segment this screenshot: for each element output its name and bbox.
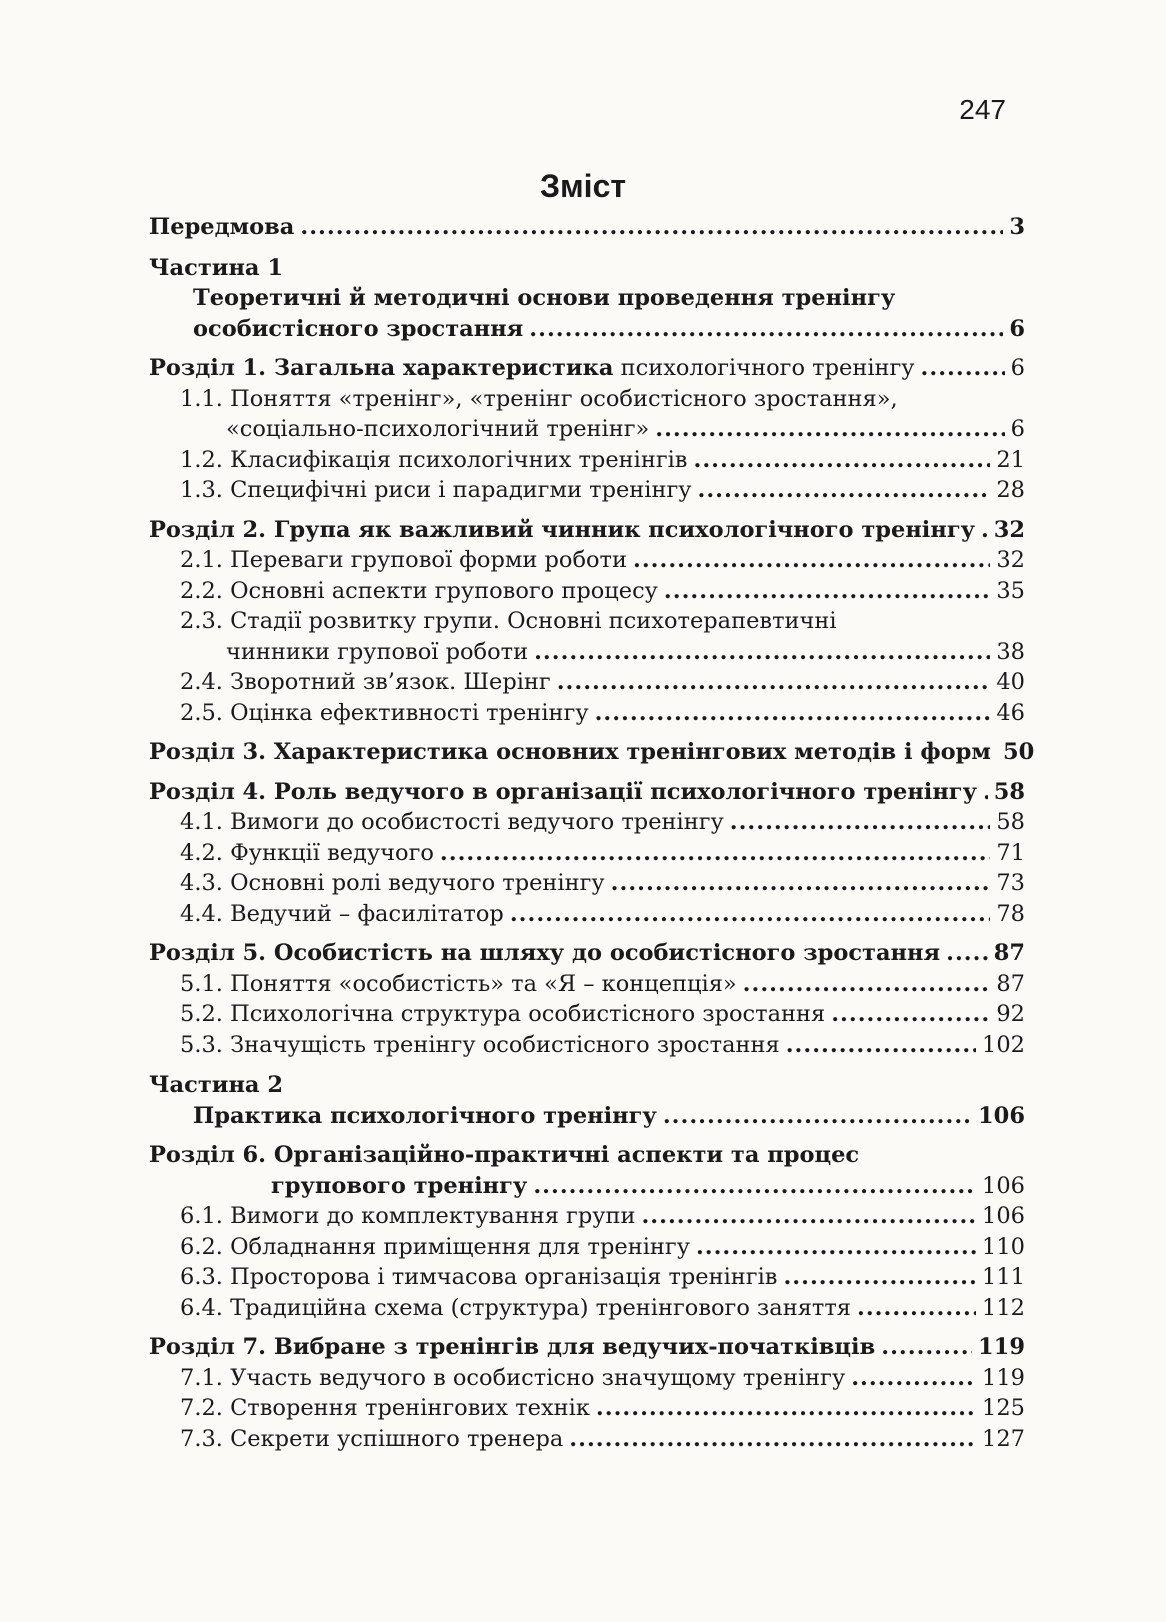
toc-entry — [149, 999, 1025, 1030]
table-of-contents — [149, 212, 1035, 1454]
dot-leader — [981, 515, 988, 546]
dot-leader — [921, 353, 1005, 384]
dot-leader — [510, 899, 991, 930]
toc-page-number: 6 — [1009, 315, 1025, 342]
toc-page-number: 87 — [993, 940, 1025, 966]
toc-page-number: 112 — [982, 1294, 1025, 1321]
dot-leader — [534, 637, 990, 668]
toc-entry-title: Розділ 3. Характеристика основних тренінгових методів і форм — [149, 739, 991, 765]
dot-leader — [533, 1171, 976, 1202]
toc-part-heading — [149, 253, 1025, 284]
toc-page-number: 92 — [996, 1001, 1025, 1027]
dot-leader — [300, 212, 1003, 243]
toc-entry-title: 4.3. Основні ролі ведучого тренінгу — [180, 870, 605, 896]
toc-page-number: 119 — [978, 1334, 1025, 1360]
dot-leader — [881, 1332, 972, 1363]
toc-page-number: 58 — [996, 809, 1025, 835]
dot-leader — [557, 667, 991, 698]
toc-section-entry — [149, 353, 1025, 384]
dot-leader — [783, 1262, 976, 1293]
dot-leader — [786, 1030, 976, 1061]
toc-entry — [149, 838, 1025, 869]
toc-page-number: 21 — [996, 446, 1025, 473]
toc-entry-title: 6.2. Обладнання приміщення для тренінгу — [180, 1233, 690, 1260]
toc-entry-title: 2.1. Переваги групової форми роботи — [180, 547, 627, 573]
toc-section-entry — [149, 515, 1025, 546]
dot-leader — [698, 475, 991, 506]
toc-page-number: 50 — [1002, 739, 1035, 765]
toc-entry — [149, 445, 1025, 476]
dot-leader — [664, 576, 990, 607]
toc-page-number: 35 — [996, 577, 1025, 604]
dot-leader — [831, 999, 990, 1030]
dot-leader — [857, 1293, 976, 1324]
toc-section-entry — [149, 737, 1035, 768]
toc-page-number: 58 — [993, 778, 1025, 805]
toc-section-entry — [149, 1140, 1025, 1171]
toc-page-number: 78 — [996, 900, 1025, 927]
dot-leader — [730, 807, 991, 838]
toc-entry — [149, 1101, 1025, 1132]
toc-entry — [149, 283, 1025, 314]
toc-entry-title: 7.1. Участь ведучого в особистісно значущому тренінгу — [180, 1364, 846, 1391]
toc-entry-title: 5.2. Психологічна структура особистісного зростання — [180, 1001, 826, 1027]
toc-page-number: 87 — [996, 970, 1025, 997]
page-number: 247 — [959, 94, 1006, 125]
toc-part-heading — [149, 1070, 1025, 1101]
toc-entry — [149, 969, 1025, 1000]
toc-entry — [149, 1424, 1025, 1455]
toc-page-number: 106 — [982, 1203, 1025, 1229]
dot-leader — [693, 445, 990, 476]
toc-entry-title: 4.2. Функції ведучого — [180, 839, 434, 866]
toc-entry — [149, 1293, 1025, 1324]
toc-entry — [149, 1262, 1025, 1293]
toc-page-number: 32 — [993, 516, 1025, 543]
toc-entry-title: 2.5. Оцінка ефективності тренінгу — [180, 699, 589, 726]
toc-entry — [149, 475, 1025, 506]
toc-entry — [149, 576, 1025, 607]
dot-leader — [596, 1393, 976, 1424]
toc-entry-title: 2.3. Стадії розвитку групи. Основні психотерапевтичні — [180, 608, 837, 634]
toc-entry-title: 7.3. Секрети успішного тренера — [180, 1425, 564, 1452]
toc-entry — [149, 314, 1025, 345]
toc-page-number: 6 — [1010, 355, 1025, 381]
toc-page-number: 40 — [996, 669, 1025, 695]
toc-section-entry — [149, 1332, 1025, 1363]
toc-entry-title: 2.4. Зворотний зв’язок. Шерінг — [180, 669, 551, 695]
toc-entry-title: психологічного тренінгу — [620, 355, 915, 381]
toc-entry-title: Частина 2 — [149, 1072, 283, 1098]
toc-entry — [149, 1201, 1025, 1232]
toc-entry — [149, 637, 1025, 668]
dot-leader — [611, 868, 991, 899]
dot-leader — [851, 1363, 976, 1394]
toc-entry-title: Розділ 7. Вибране з тренінгів для ведучих-початківців — [149, 1334, 876, 1360]
toc-entry-title: «соціально-психологічний тренінг» — [226, 416, 650, 442]
toc-entry-title: Розділ 4. Роль ведучого в організації психологічного тренінгу — [149, 778, 977, 805]
toc-entry-title: 2.2. Основні аспекти групового процесу — [180, 577, 658, 604]
toc-entry — [149, 212, 1025, 243]
toc-entry — [149, 899, 1025, 930]
toc-entry-title: особистісного зростання — [193, 315, 524, 342]
toc-page-number: 28 — [996, 477, 1025, 503]
toc-page-number: 71 — [996, 839, 1025, 866]
toc-page-number: 32 — [996, 547, 1025, 573]
toc-entry — [149, 698, 1025, 729]
dot-leader — [655, 414, 1004, 445]
toc-entry — [149, 606, 1025, 637]
toc-entry-title: 6.4. Традиційна схема (структура) тренінгового заняття — [180, 1294, 851, 1321]
toc-entry — [149, 1363, 1025, 1394]
toc-page-number: 110 — [982, 1233, 1025, 1260]
toc-entry-title: 6.1. Вимоги до комплектування групи — [180, 1203, 636, 1229]
toc-entry — [149, 414, 1025, 445]
page-title: Зміст — [539, 168, 627, 204]
toc-page-number: 3 — [1009, 214, 1025, 240]
toc-page-number: 106 — [978, 1102, 1025, 1129]
toc-section-entry — [149, 938, 1025, 969]
toc-entry-title: 5.3. Значущість тренінгу особистісного зростання — [180, 1031, 780, 1058]
toc-entry — [149, 1171, 1025, 1202]
toc-entry-title: групового тренінгу — [271, 1172, 528, 1199]
toc-page-number: 38 — [996, 638, 1025, 665]
toc-entry-title: Передмова — [149, 214, 295, 240]
toc-entry-title: 5.1. Поняття «особистість» та «Я – концепція» — [180, 970, 737, 997]
toc-entry — [149, 1232, 1025, 1263]
toc-entry — [149, 868, 1025, 899]
toc-entry — [149, 807, 1025, 838]
toc-page-number: 46 — [996, 699, 1025, 726]
toc-entry-title: Частина 1 — [149, 254, 283, 281]
toc-entry — [149, 1393, 1025, 1424]
dot-leader — [983, 777, 988, 808]
toc-page-number: 102 — [982, 1031, 1025, 1058]
toc-entry — [149, 1030, 1025, 1061]
toc-page-number: 106 — [982, 1172, 1025, 1199]
toc-page-number: 127 — [982, 1425, 1025, 1452]
toc-entry-title: 4.4. Ведучий – фасилітатор — [180, 900, 504, 927]
toc-page-number: 125 — [982, 1395, 1025, 1421]
toc-entry-title: 7.2. Створення тренінгових технік — [180, 1395, 590, 1421]
toc-entry-title: чинники групової роботи — [226, 638, 529, 665]
dot-leader — [595, 698, 991, 729]
toc-entry-title: Розділ 6. Організаційно-практичні аспекти та процес — [149, 1142, 860, 1168]
toc-page-number: 111 — [982, 1264, 1025, 1290]
toc-entry — [149, 384, 1025, 415]
toc-entry-title: Практика психологічного тренінгу — [193, 1102, 657, 1129]
dot-leader — [641, 1201, 976, 1232]
dot-leader — [663, 1101, 972, 1132]
dot-leader — [946, 938, 988, 969]
toc-entry-title: Теоретичні й методичні основи проведення тренінгу — [193, 285, 896, 311]
toc-entry-title: 1.2. Класифікація психологічних тренінгів — [180, 446, 688, 473]
toc-entry-title-bold: Розділ 1. Загальна характеристика — [149, 355, 614, 381]
dot-leader — [569, 1424, 976, 1455]
toc-section-entry — [149, 777, 1025, 808]
toc-entry — [149, 545, 1025, 576]
toc-entry-title: 1.3. Специфічні риси і парадигми тренінгу — [180, 477, 692, 503]
toc-page-number: 73 — [996, 870, 1025, 896]
toc-entry-title: 4.1. Вимоги до особистості ведучого тренінгу — [180, 809, 724, 835]
dot-leader — [529, 314, 1003, 345]
toc-entry-title: 6.3. Просторова і тимчасова організація тренінгів — [180, 1264, 778, 1290]
toc-page-number: 6 — [1010, 416, 1025, 442]
toc-entry-title: 1.1. Поняття «тренінг», «тренінг особистісного зростання», — [180, 385, 898, 412]
dot-leader — [743, 969, 991, 1000]
dot-leader — [440, 838, 990, 869]
dot-leader — [696, 1232, 976, 1263]
dot-leader — [633, 545, 990, 576]
toc-entry-title: Розділ 2. Група як важливий чинник психологічного тренінгу — [149, 516, 976, 543]
toc-entry — [149, 667, 1025, 698]
toc-page-number: 119 — [982, 1364, 1025, 1391]
toc-entry-title: Розділ 5. Особистість на шляху до особистісного зростання — [149, 940, 941, 966]
